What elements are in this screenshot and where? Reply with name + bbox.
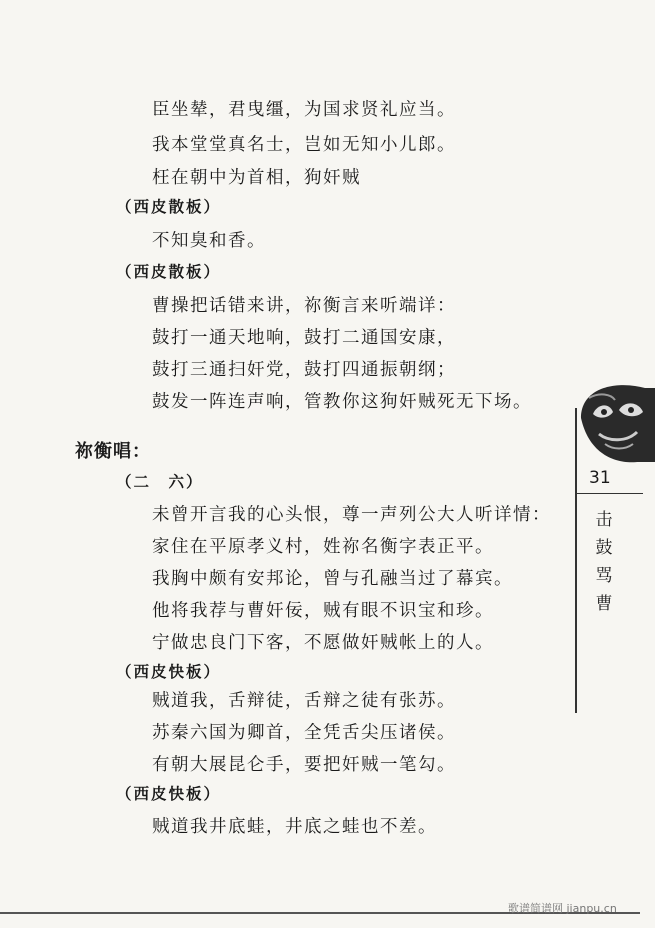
lyric-line: 臣坐辇，君曳缰，为国求贤礼应当。	[152, 100, 456, 120]
opera-mask-icon	[575, 378, 655, 470]
role-heading: 祢衡唱：	[75, 441, 151, 462]
page-number-rule	[577, 493, 643, 494]
page-number: 31	[589, 468, 611, 488]
lyric-line: 枉在朝中为首相，狗奸贼	[152, 168, 361, 188]
lyric-line: 我胸中颇有安邦论，曾与孔融当过了幕宾。	[152, 569, 513, 589]
tune-cue: （西皮快板）	[116, 662, 222, 681]
lyric-line: 鼓发一阵连声响，管教你这狗奸贼死无下场。	[152, 392, 532, 412]
lyric-line: 有朝大展昆仑手，要把奸贼一笔勾。	[152, 755, 456, 775]
lyric-line: 家住在平原孝义村，姓祢名衡字表正平。	[152, 537, 494, 557]
lyric-line: 未曾开言我的心头恨，尊一声列公大人听详情：	[152, 505, 551, 525]
lyric-line: 贼道我，舌辩徒，舌辩之徒有张苏。	[152, 691, 456, 711]
side-tab	[575, 378, 655, 713]
title-char: 骂	[595, 566, 613, 586]
title-char: 击	[595, 510, 613, 530]
side-divider	[575, 408, 577, 713]
vertical-title	[593, 506, 615, 618]
lyric-line: 鼓打三通扫奸党，鼓打四通振朝纲；	[152, 360, 456, 380]
tune-cue: （西皮散板）	[116, 262, 222, 281]
lyric-line: 苏秦六国为卿首，全凭舌尖压诸侯。	[152, 723, 456, 743]
tune-cue: （西皮散板）	[116, 197, 222, 216]
lyric-line: 宁做忠良门下客，不愿做奸贼帐上的人。	[152, 633, 494, 653]
lyric-line: 贼道我井底蛙，井底之蛙也不差。	[152, 817, 437, 837]
lyric-line: 我本堂堂真名士，岂如无知小儿郎。	[152, 135, 456, 155]
lyric-line: 不知臭和香。	[152, 231, 266, 251]
lyric-line: 他将我荐与曹奸佞，贼有眼不识宝和珍。	[152, 601, 494, 621]
title-char: 鼓	[595, 538, 613, 558]
tune-cue: （西皮快板）	[116, 784, 222, 803]
tune-cue: （二 六）	[116, 472, 204, 491]
watermark: 歌谱简谱网 jianpu.cn	[508, 902, 617, 915]
lyric-line: 曹操把话错来讲，祢衡言来听端详：	[152, 296, 456, 316]
title-char: 曹	[595, 594, 613, 614]
lyric-line: 鼓打一通天地响，鼓打二通国安康，	[152, 328, 456, 348]
